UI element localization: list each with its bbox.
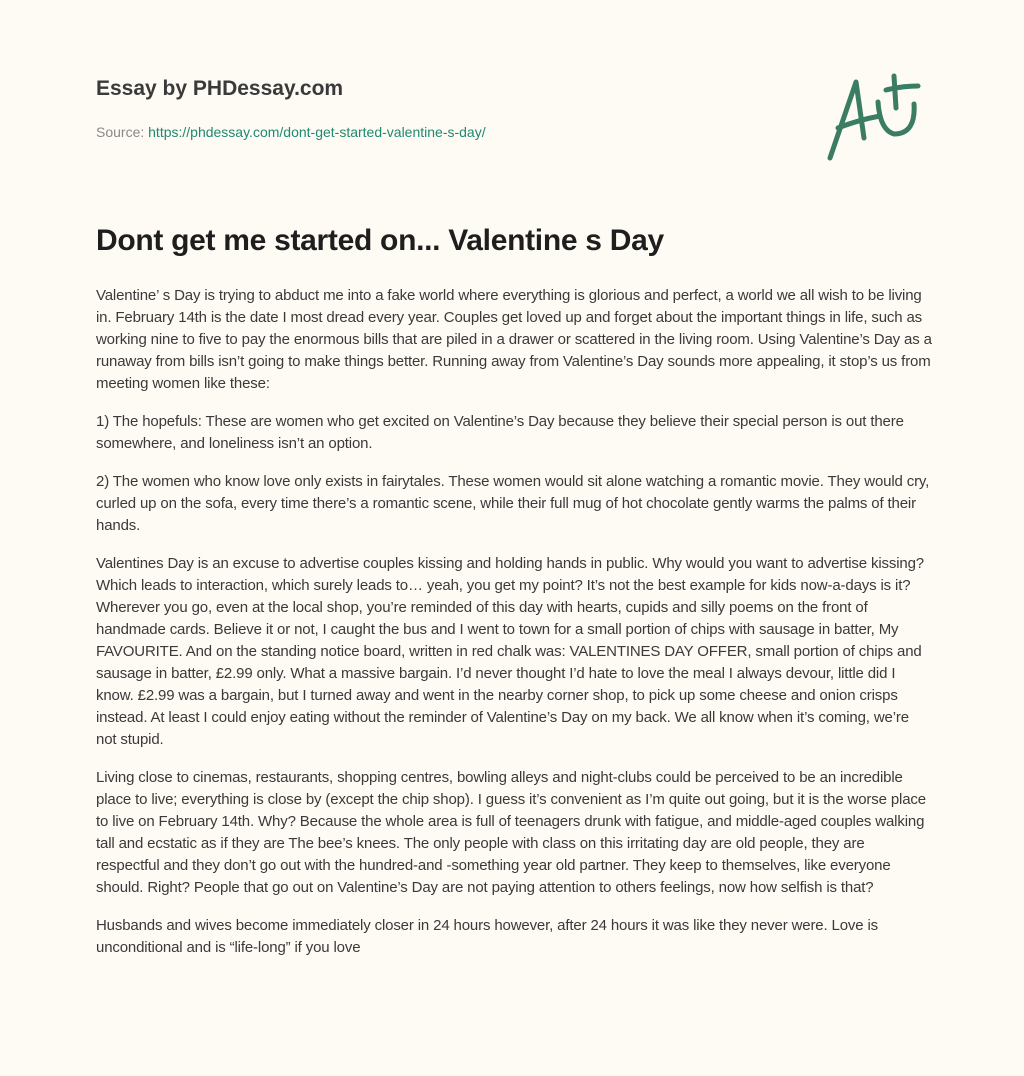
paragraph: Husbands and wives become immediately closer in 24 hours however, after 24 hours it was like they never were. Love is unconditional and is “life-long” if you love [96, 917, 879, 956]
article-body [96, 285, 932, 975]
a-plus-logo-icon [818, 68, 928, 168]
paragraph: Valentines Day is an excuse to advertise couples kissing and holding hands in public. Why would you want to advertise kissing? Which leads to interaction, which surely leads to… yeah, you get my point? It’s not the best example for kids now-a-days is it? Wherever you go, even at the local shop, you’re reminded of this day with hearts, cupids and silly poems on the front of handmade cards. Believe it or not, I caught the bus and I went to town for a small portion of chips with sausage in batter, My FAVOURITE. And on the standing notice board, written in red chalk was: VALENTINES DAY OFFER, small portion of chips and sausage in batter, £2.99 only. What a massive bargain. I’d never thought I’d hate to love the meal I always devour, little did I know. £2.99 was a bargain, but I turned away and went in the nearby corner shop, to pick up some cheese and onion crisps instead. At least I could enjoy eating without the reminder of Valentine’s Day on my back. We all know when it’s coming, we’re not stupid. [96, 555, 924, 748]
source-line [96, 124, 486, 140]
paragraph: Living close to cinemas, restaurants, shopping centres, bowling alleys and night-clubs could be perceived to be an incredible place to live; everything is close by (except the chip shop). I guess it’s convenient as I’m quite out going, but it is the worse place to live on February 14th. Why? Because the whole area is full of teenagers drunk with fatigue, and middle-aged couples walking tall and ecstatic as if they are The bee’s knees. The only people with class on this irritating day are old people, they are respectful and they don’t go out with the hundred-and -something year old partner. They keep to themselves, like everyone should. Right? People that go out on Valentine’s Day are not paying attention to others feelings, now how selfish is that? [96, 769, 926, 896]
site-brand: Essay by PHDessay.com [96, 77, 344, 100]
paragraph: Valentine’ s Day is trying to abduct me into a fake world where everything is glorious and perfect, a world we all wish to be living in. February 14th is the date I most dread every year. Couples get loved up and forget about the important things in life, such as working nine to five to pay the enormous bills that are piled in a drawer or scattered in the living room. Using Valentine’s Day as a runaway from bills isn’t going to make things better. Running away from Valentine’s Day sounds more appealing, it stop’s us from meeting women like these: [96, 287, 932, 392]
source-link[interactable]: https://phdessay.com/dont-get-started-valentine-s-day/ [148, 124, 486, 140]
source-label: Source: [96, 124, 145, 140]
article-title: Dont get me started on... Valentine s Day [96, 224, 664, 257]
paragraph: 1) The hopefuls: These are women who get excited on Valentine’s Day because they believe their special person is out there somewhere, and loneliness isn’t an option. [96, 413, 904, 452]
paragraph: 2) The women who know love only exists in fairytales. These women would sit alone watching a romantic movie. They would cry, curled up on the sofa, every time there’s a romantic scene, while their full mug of hot chocolate gently warms the palms of their hands. [96, 473, 930, 534]
